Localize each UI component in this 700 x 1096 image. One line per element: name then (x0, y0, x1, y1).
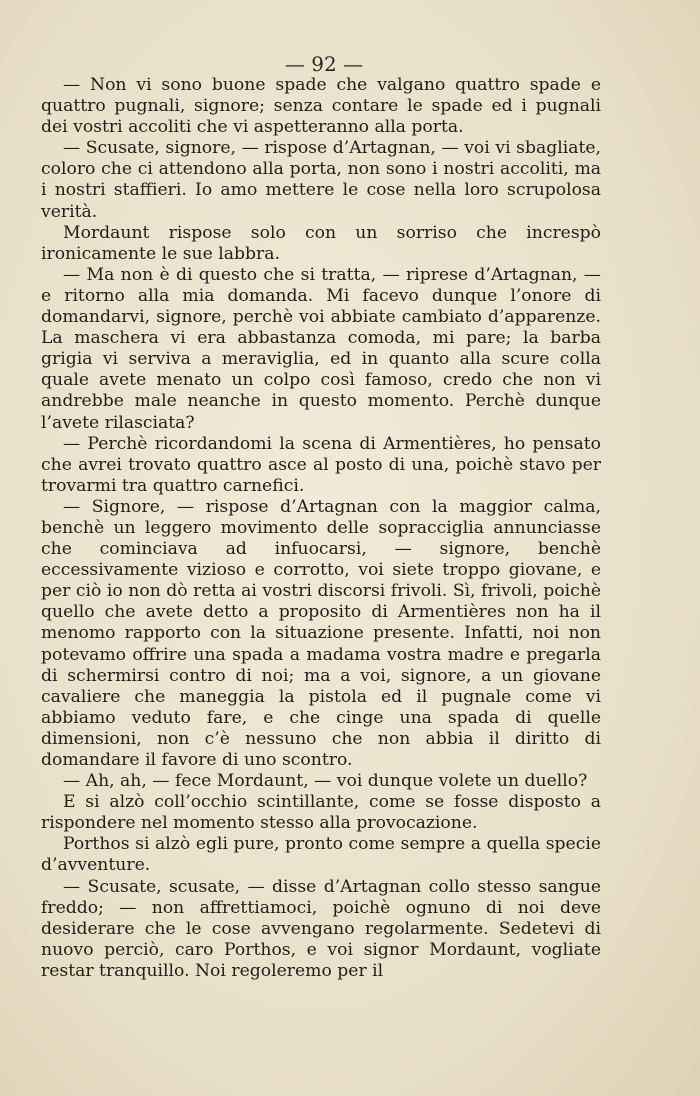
paragraph: — Perchè ricordandomi la scena di Armentières, ho pensato che avrei trovato quattro asce al posto di una, poichè stavo per trovarmi tra quattro carnefici. (41, 433, 601, 496)
paragraph: — Ma non è di questo che si tratta, — riprese d’Artagnan, — e ritorno alla mia domanda. Mi facevo dunque l’onore di domandarvi, signore, perchè voi abbiate cambiato d’apparenze. La maschera vi era abbastanza comoda, mi pare; la barba grigia vi serviva a meraviglia, ed in quanto alla scure colla quale avete menato un colpo così famoso, credo che non vi andrebbe male neanche in questo momento. Perchè dunque l’avete rilasciata? (41, 264, 601, 433)
paragraph: — Signore, — rispose d’Artagnan con la maggior calma, benchè un leggero movimento delle sopracciglia annunciasse che cominciava ad infuocarsi, — signore, benchè eccessivamente vizioso e corrotto, voi siete troppo giovane, e per ciò io non dò retta ai vostri discorsi frivoli. Sì, frivoli, poichè quello che avete detto a proposito di Armentières non ha il menomo rapporto con la situazione presente. Infatti, noi non potevamo offrire una spada a madama vostra madre e pregarla di schermirsi contro di noi; ma a voi, signore, a un giovane cavaliere che maneggia la pistola ed il pugnale come vi abbiamo veduto fare, e che cinge una spada di quelle dimensioni, non c’è nessuno che non abbia il diritto di domandare il favore di uno scontro. (41, 496, 601, 770)
body-text (41, 75, 601, 982)
paragraph: Porthos si alzò egli pure, pronto come sempre a quella specie d’avventure. (41, 834, 601, 876)
paragraph: E si alzò coll’occhio scintillante, come se fosse disposto a rispondere nel momento stesso alla provocazione. (41, 792, 601, 834)
paragraph: — Non vi sono buone spade che valgano quattro spade e quattro pugnali, signore; senza contare le spade ed i pugnali dei vostri accoliti che vi aspetteranno alla porta. (41, 75, 601, 138)
paragraph: — Scusate, scusate, — disse d’Artagnan collo stesso sangue freddo; — non affrettiamoci, poichè ognuno di noi deve desiderare che le cose avvengano regolarmente. Sedetevi di nuovo perciò, caro Porthos, e voi signor Mordaunt, vogliate restar tranquillo. Noi regoleremo per il (41, 876, 601, 981)
paragraph: — Scusate, signore, — rispose d’Artagnan, — voi vi sbagliate, coloro che ci attendono alla porta, non sono i nostri accoliti, ma i nostri staffieri. Io amo mettere le cose nella loro scrupolosa verità. (41, 138, 601, 222)
paragraph: — Ah, ah, — fece Mordaunt, — voi dunque volete un duello? (63, 771, 588, 792)
page-number: — 92 — (284, 52, 364, 76)
paragraph: Mordaunt rispose solo con un sorriso che increspò ironicamente le sue labbra. (41, 222, 601, 264)
